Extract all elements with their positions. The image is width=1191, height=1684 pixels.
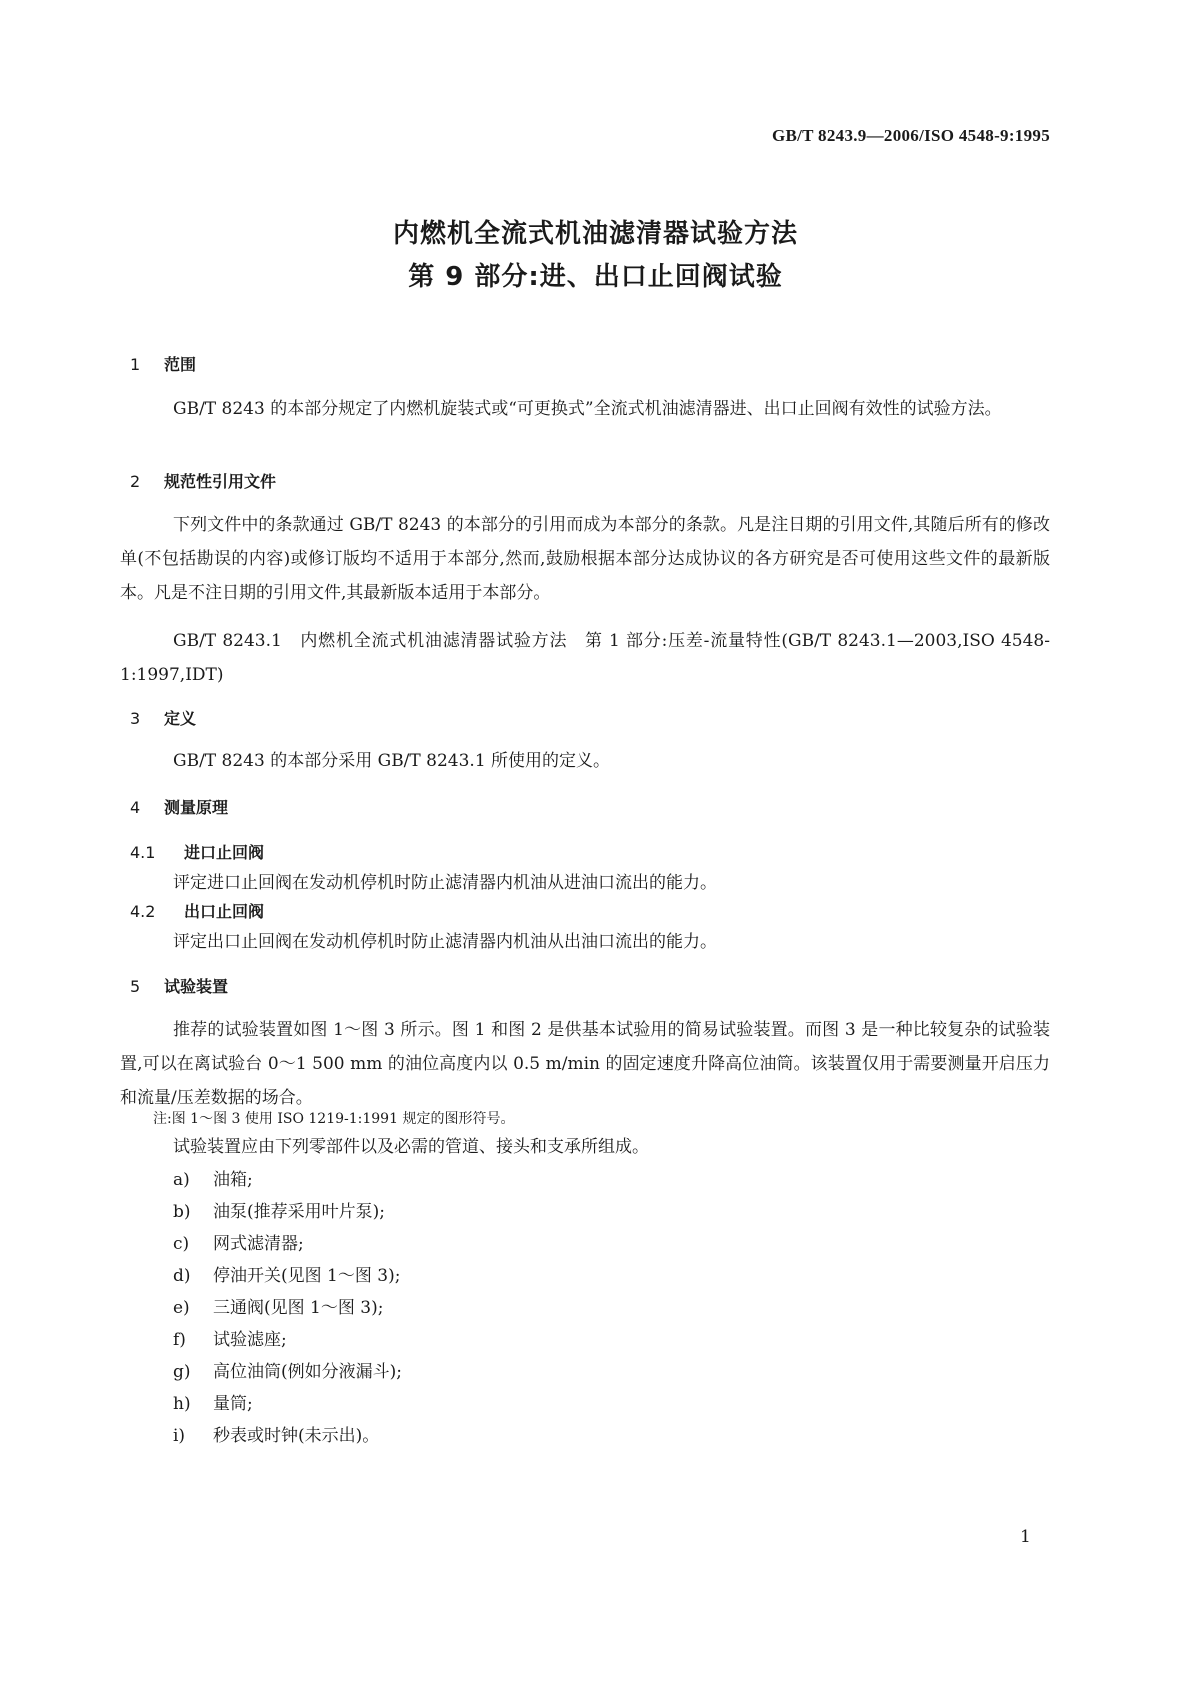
subsection-number: 4.2 bbox=[130, 902, 156, 921]
section-3-paragraph: GB/T 8243 的本部分采用 GB/T 8243.1 所使用的定义。 bbox=[173, 751, 611, 771]
section-1-heading bbox=[130, 352, 196, 375]
section-2-paragraph: 下列文件中的条款通过 GB/T 8243 的本部分的引用而成为本部分的条款。凡是注日期的引用文件,其随后所有的修改单(不包括勘误的内容)或修订版均不适用于本部分,然而,鼓励根据本部分达成协议的各方研究是否可使用这些文件的最新版本。凡是不注日期的引用文件,其最新版本适用于本部分。 bbox=[120, 515, 1050, 603]
list-item bbox=[173, 1165, 253, 1190]
normative-reference: GB/T 8243.1 内燃机全流式机油滤清器试验方法 第 1 部分:压差-流量特性(GB/T 8243.1—2003,ISO 4548-1:1997,IDT) bbox=[120, 631, 1050, 685]
list-item bbox=[173, 1293, 383, 1318]
document-subtitle: 第 9 部分:进、出口止回阀试验 bbox=[408, 262, 783, 292]
subsection-4-2-heading bbox=[130, 899, 264, 922]
list-item-text: 秒表或时钟(未示出)。 bbox=[213, 1426, 380, 1446]
list-item bbox=[173, 1325, 287, 1350]
section-title: 范围 bbox=[164, 355, 197, 374]
list-item-label: g) bbox=[173, 1362, 191, 1382]
list-item bbox=[173, 1229, 304, 1254]
standard-code: GB/T 8243.9—2006/ISO 4548-9:1995 bbox=[771, 126, 1050, 145]
list-item-label: i) bbox=[173, 1426, 186, 1446]
list-item-text: 油泵(推荐采用叶片泵); bbox=[213, 1202, 385, 1222]
section-number: 2 bbox=[130, 472, 141, 491]
list-item-text: 油箱; bbox=[213, 1170, 253, 1190]
subsection-4-1-text: 评定进口止回阀在发动机停机时防止滤清器内机油从进油口流出的能力。 bbox=[173, 873, 717, 893]
subsection-title: 出口止回阀 bbox=[184, 902, 265, 921]
list-item-label: e) bbox=[173, 1298, 190, 1318]
section-title: 规范性引用文件 bbox=[164, 472, 277, 491]
section-number: 3 bbox=[130, 709, 141, 728]
subsection-number: 4.1 bbox=[130, 843, 156, 862]
list-item-label: f) bbox=[173, 1330, 186, 1350]
list-item-label: a) bbox=[173, 1170, 190, 1190]
components-intro: 试验装置应由下列零部件以及必需的管道、接头和支承所组成。 bbox=[173, 1137, 649, 1157]
document-title: 内燃机全流式机油滤清器试验方法 bbox=[392, 219, 798, 249]
list-item bbox=[173, 1197, 385, 1222]
section-3-heading bbox=[130, 706, 196, 729]
list-item-text: 试验滤座; bbox=[213, 1330, 287, 1350]
list-item bbox=[173, 1421, 379, 1446]
figure-note: 注:图 1～图 3 使用 ISO 1219-1:1991 规定的图形符号。 bbox=[153, 1111, 515, 1127]
list-item-label: d) bbox=[173, 1266, 191, 1286]
subsection-4-1-heading bbox=[130, 840, 264, 863]
list-item bbox=[173, 1261, 400, 1286]
section-number: 5 bbox=[130, 977, 141, 996]
section-4-heading bbox=[130, 795, 228, 818]
list-item-text: 网式滤清器; bbox=[213, 1234, 304, 1254]
section-number: 4 bbox=[130, 798, 141, 817]
list-item-text: 量筒; bbox=[213, 1394, 253, 1414]
section-title: 试验装置 bbox=[164, 977, 229, 996]
section-number: 1 bbox=[130, 355, 141, 374]
section-5-paragraph: 推荐的试验装置如图 1～图 3 所示。图 1 和图 2 是供基本试验用的简易试验装置。而图 3 是一种比较复杂的试验装置,可以在离试验台 0～1 500 mm 的油位高度内以 0.5 m/min 的固定速度升降高位油筒。该装置仅用于需要测量开启压力和流量/压差数据的场合。 bbox=[120, 1020, 1051, 1108]
subsection-4-2-text: 评定出口止回阀在发动机停机时防止滤清器内机油从出油口流出的能力。 bbox=[173, 932, 717, 952]
section-5-heading bbox=[130, 974, 228, 997]
list-item bbox=[173, 1389, 253, 1414]
list-item-text: 高位油筒(例如分液漏斗); bbox=[213, 1362, 402, 1382]
list-item-label: h) bbox=[173, 1394, 191, 1414]
section-2-heading bbox=[130, 469, 276, 492]
section-title: 测量原理 bbox=[164, 798, 229, 817]
list-item-label: c) bbox=[173, 1234, 190, 1254]
list-item-text: 三通阀(见图 1～图 3); bbox=[213, 1298, 384, 1318]
section-title: 定义 bbox=[164, 709, 197, 728]
section-1-paragraph: GB/T 8243 的本部分规定了内燃机旋装式或“可更换式”全流式机油滤清器进、出口止回阀有效性的试验方法。 bbox=[173, 399, 1002, 419]
list-item bbox=[173, 1357, 402, 1382]
list-item-text: 停油开关(见图 1～图 3); bbox=[213, 1266, 401, 1286]
page-number: 1 bbox=[1020, 1527, 1031, 1547]
list-item-label: b) bbox=[173, 1202, 191, 1222]
subsection-title: 进口止回阀 bbox=[184, 843, 265, 862]
